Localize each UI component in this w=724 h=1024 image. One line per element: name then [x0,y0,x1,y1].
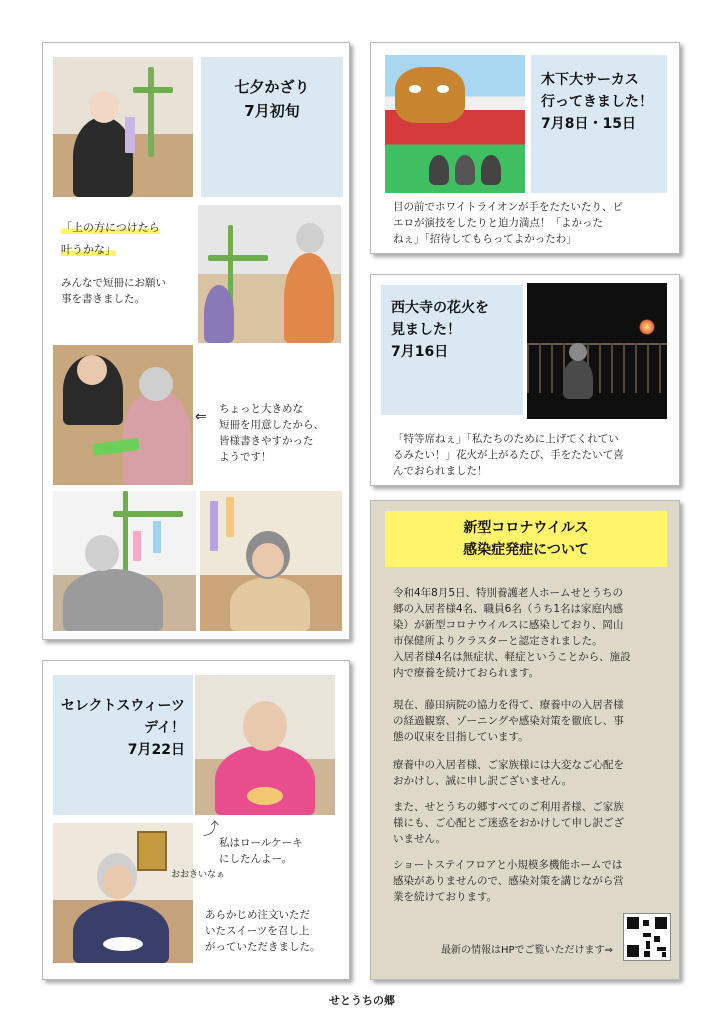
sweets-speech-mark: ⤴ [203,819,220,838]
sweets-panel [42,660,350,980]
circus-photo [385,55,525,193]
footer-brand: せとうちの郷 [329,994,395,1007]
tanabata-quote: 「上の方につけたら 叶うかな」 [61,221,160,256]
tanabata-note-arrow: ⇐ [195,409,207,425]
tanabata-photo-1 [53,57,193,197]
fireworks-photo [527,283,667,419]
sweets-photo-1 [195,675,335,815]
fireworks-panel [370,274,680,486]
tanabata-note: ちょっと大きめな 短冊を用意したから、 皆様書きやすかった ようです！ [219,403,324,463]
tanabata-photo-3 [53,345,193,485]
covid-paragraph-5: ショートステイフロアと小規模多機能ホームでは 感染がありませんので、感染対策を講じながら営 業を続けております。 [393,859,624,903]
sweets-photo-2 [53,823,193,963]
fireworks-description: 「特等席ねぇ」「私たちのために上げてくれてい るみたい！」花火が上がるたび、手をたたいて喜 んでおられました！ [393,433,624,477]
qr-code-icon[interactable] [623,913,671,961]
tanabata-description: みんなで短冊にお願い 事を書きました。 [61,277,166,305]
sweets-whisper: おおきいなぁ [171,870,226,880]
circus-description: 目の前でホワイトライオンが手をたたいたり、ピ エロが演技をしたりと迫力満点！「よかった ねぇ」「招待してもらってよかったわ」 [393,201,624,245]
sweets-title: セレクトスウィーツ デイ！ 7月22日 [60,698,185,758]
covid-paragraph-2: 現在、藤田病院の協力を得て、療養中の入居者様 の経過観察、ゾーニングや感染対策を徹底し、事 態の収束を目指しています。 [393,699,624,743]
covid-heading: 新型コロナウイルス 感染症発症について [463,520,589,558]
sweets-description: あらかじめ注文いただ いたスイーツを召し上 がっていただきました。 [205,909,321,953]
circus-title: 木下大サーカス 行ってきました！ 7月8日・15日 [541,72,653,132]
tanabata-panel [42,42,350,640]
fireworks-title: 西大寺の花火を 見ました！ 7月16日 [391,300,489,360]
circus-panel [370,42,680,254]
tanabata-photo-2 [198,205,341,343]
covid-paragraph-1: 令和4年8月5日、特別養護老人ホームせとうちの 郷の入居者様4名、職員6名（うち1名は家庭内感 染）が新型コロナウイルスに感染しており、岡山 市保健所よりクラスターと認定されました。 入居者様4名は無症状、軽症ということから、施設 内で療養を続けておられます。 [393,587,631,679]
covid-paragraph-4: また、せとうちの郷すべてのご利用者様、ご家族 様にも、ご心配とご迷惑をおかけして申し訳ござ いません。 [393,801,624,845]
tanabata-title: 七夕かざり 7月初旬 [234,78,310,120]
covid-paragraph-3: 療養中の入居者様、ご家族様には大変なご心配を おかけし、誠に申し訳ございません。 [393,759,624,787]
tanabata-photo-4 [53,491,196,631]
covid-notice-panel [370,500,680,980]
latest-info-link[interactable]: 最新の情報はHPでご覧いただけます⇒ [441,945,613,956]
tanabata-photo-5 [200,491,342,631]
sweets-speech: 私はロールケーキ にしたんよー。 [219,837,303,865]
